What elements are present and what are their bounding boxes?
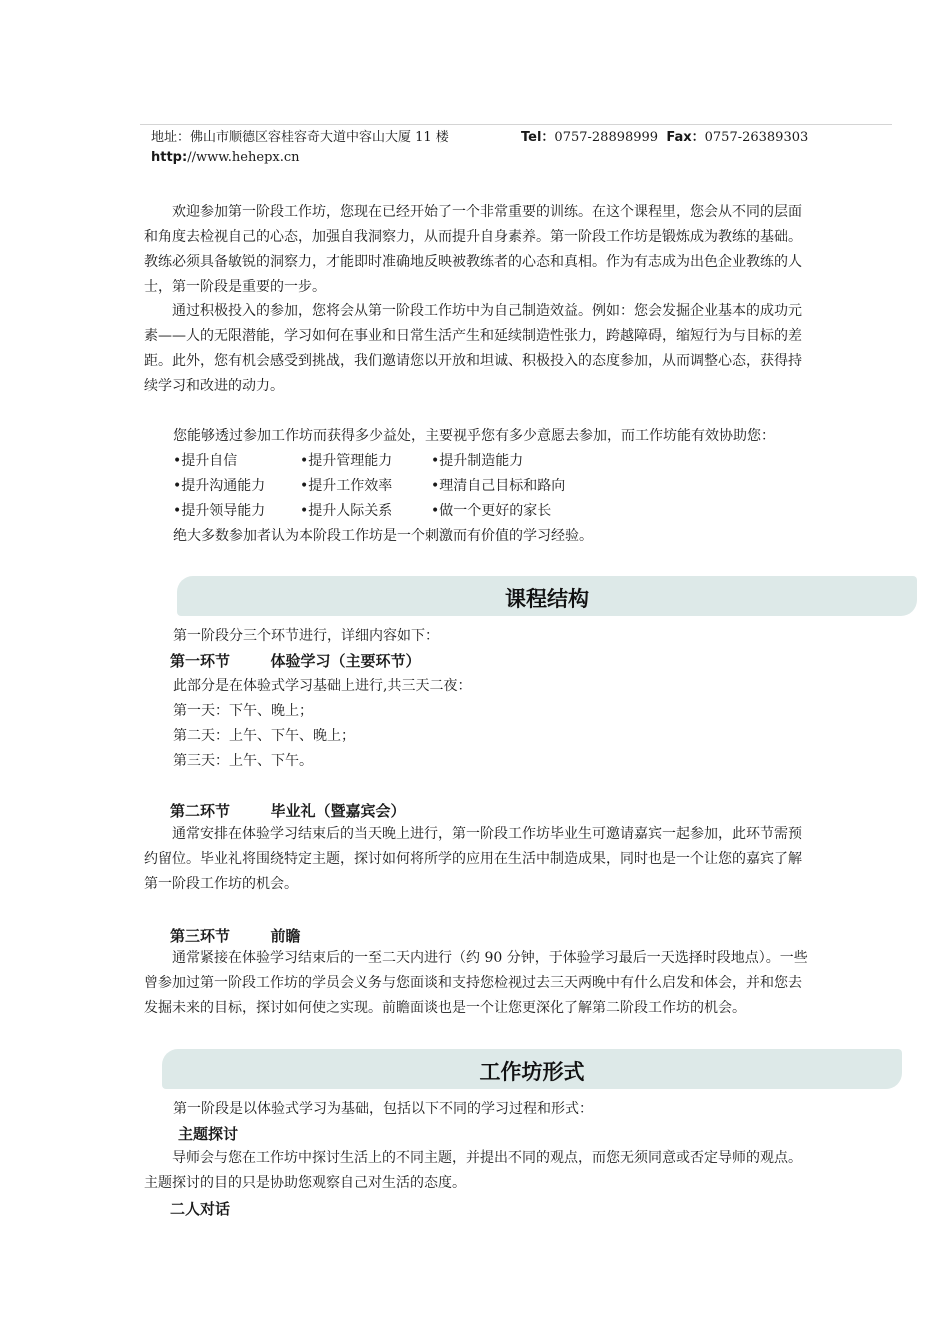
section-1-day: 第三天：上午、下午。	[173, 753, 313, 769]
benefits-closing: 绝大多数参加者认为本阶段工作坊是一个刺激而有价值的学习经验。	[173, 528, 593, 544]
section-1-heading	[170, 651, 421, 671]
section-2-name: 毕业礼（暨嘉宾会）	[270, 802, 406, 820]
benefit-item: •提升管理能力	[300, 453, 393, 469]
topic-discussion-title: 主题探讨	[178, 1125, 239, 1143]
section-1-desc: 此部分是在体验式学习基础上进行,共三天二夜：	[173, 678, 472, 694]
benefit-item: •理清自己目标和路向	[431, 478, 566, 494]
course-structure-intro: 第一阶段分三个环节进行，详细内容如下：	[173, 628, 439, 644]
intro-paragraph-1: 欢迎参加第一阶段工作坊，您现在已经开始了一个非常重要的训练。在这个课程里，您会从不同的层面和角度去检视自己的心态，加强自我洞察力，从而提升自身素养。第一阶段工作坊是锻炼成为教练的基础。教练必须具备敏锐的洞察力，才能即时准确地反映被教练者的心态和真相。作为有志成为出色企业教练的人士，第一阶段是重要的一步。	[144, 204, 802, 295]
header-rule	[140, 124, 892, 125]
header-address: 地址：佛山市顺德区容桂容奇大道中容山大厦 11 楼	[151, 130, 449, 145]
section-3-name: 前瞻	[270, 927, 301, 945]
section-2-label: 第二环节	[170, 802, 231, 820]
section-3-label: 第三环节	[170, 927, 231, 945]
benefit-item: •提升制造能力	[431, 453, 524, 469]
benefit-item: •提升沟通能力	[173, 478, 266, 494]
header-website	[151, 149, 300, 167]
benefit-item: •提升领导能力	[173, 503, 266, 519]
dialogue-title: 二人对话	[170, 1200, 231, 1218]
course-structure-banner	[177, 576, 917, 616]
header-contact	[521, 129, 808, 147]
tel-label: Tel：	[521, 130, 555, 145]
benefit-item: •做一个更好的家长	[431, 503, 552, 519]
tel-number: 0757-28898999	[554, 130, 659, 145]
workshop-format-banner	[162, 1049, 902, 1089]
fax-label: Fax：	[666, 130, 705, 145]
url-label: http:	[151, 150, 188, 165]
section-1-label: 第一环节	[170, 652, 231, 670]
course-structure-title: 课程结构	[505, 587, 589, 611]
url-text: //www.hehepx.cn	[187, 150, 300, 165]
section-3-desc: 通常紧接在体验学习结束后的一至二天内进行（约 90 分钟，于体验学习最后一天选择时段地点）。一些曾参加过第一阶段工作坊的学员会义务与您面谈和支持您检视过去三天两晚中有什么启发和体会，并和您去发掘未来的目标，探讨如何使之实现。前瞻面谈也是一个让您更深化了解第二阶段工作坊的机会。	[144, 950, 808, 1016]
intro-paragraph-2: 通过积极投入的参加，您将会从第一阶段工作坊中为自己制造效益。例如：您会发掘企业基本的成功元素——人的无限潜能，学习如何在事业和日常生活产生和延续制造性张力，跨越障碍，缩短行为与目标的差距。此外，您有机会感受到挑战，我们邀请您以开放和坦诚、积极投入的态度参加，从而调整心态，获得持续学习和改进的动力。	[144, 303, 802, 394]
topic-discussion-desc: 导师会与您在工作坊中探讨生活上的不同主题，并提出不同的观点，而您无须同意或否定导师的观点。主题探讨的目的只是协助您观察自己对生活的态度。	[144, 1150, 802, 1191]
section-2-desc: 通常安排在体验学习结束后的当天晚上进行，第一阶段工作坊毕业生可邀请嘉宾一起参加，此环节需预约留位。毕业礼将围绕特定主题，探讨如何将所学的应用在生活中制造成果，同时也是一个让您的嘉宾了解第一阶段工作坊的机会。	[144, 826, 802, 892]
benefit-item: •提升自信	[173, 453, 238, 469]
workshop-format-intro: 第一阶段是以体验式学习为基础，包括以下不同的学习过程和形式：	[173, 1101, 593, 1117]
section-1-day: 第一天：下午、晚上；	[173, 703, 313, 719]
section-2-heading	[170, 801, 406, 821]
benefits-intro: 您能够透过参加工作坊而获得多少益处，主要视乎您有多少意愿去参加，而工作坊能有效协助您：	[173, 428, 775, 444]
section-1-name: 体验学习（主要环节）	[270, 652, 421, 670]
fax-number: 0757-26389303	[704, 130, 809, 145]
benefit-item: •提升人际关系	[300, 503, 393, 519]
section-3-heading	[170, 926, 301, 946]
benefit-item: •提升工作效率	[300, 478, 393, 494]
workshop-format-title: 工作坊形式	[479, 1060, 585, 1084]
section-1-day: 第二天：上午、下午、晚上；	[173, 728, 355, 744]
